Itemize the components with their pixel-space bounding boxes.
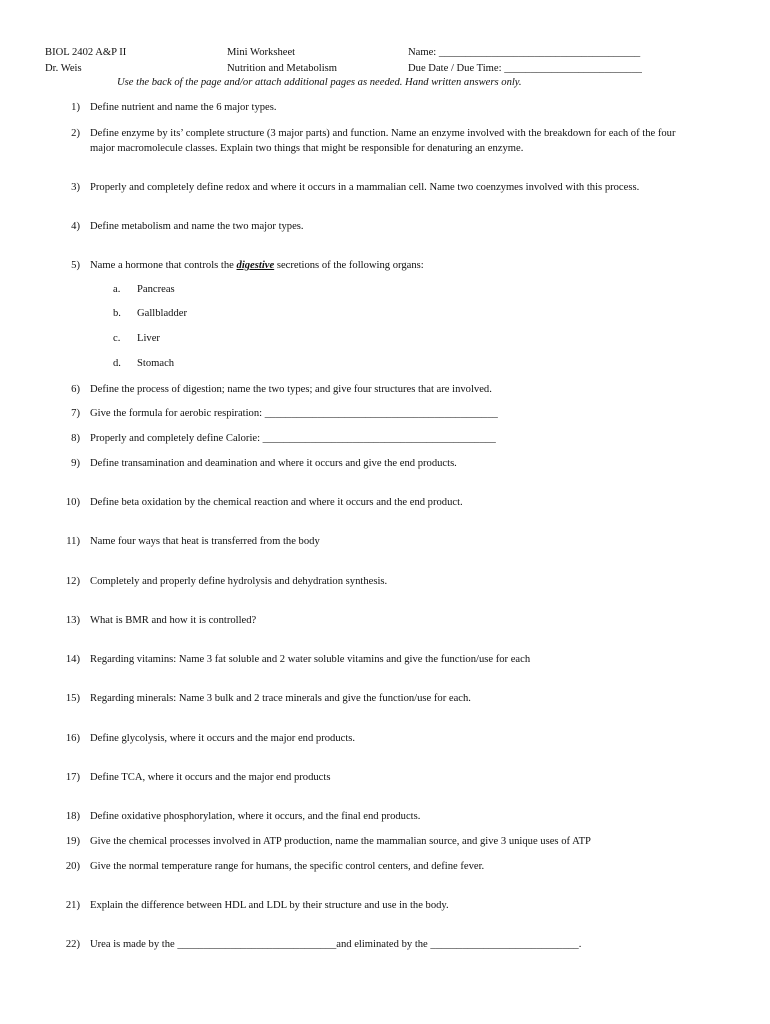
- question-line: Define enzyme by its’ complete structure (3 major parts) and function. Name an enzyme involved with the breakdown for each of the four: [90, 128, 676, 139]
- sub-item-organ: Pancreas: [137, 284, 175, 295]
- question-text: [90, 937, 581, 952]
- instructor-label: Dr. Weis: [45, 63, 82, 74]
- question-number: 5): [71, 260, 80, 271]
- question-number: 20): [65, 861, 80, 872]
- question-number: 18): [65, 811, 80, 822]
- sub-item-organ: Liver: [137, 333, 160, 344]
- question-number: 16): [65, 733, 80, 744]
- question-number: 9): [71, 458, 80, 469]
- course-label: BIOL 2402 A&P II: [45, 47, 127, 58]
- question-text: [90, 431, 496, 446]
- question-number: 8): [71, 433, 80, 444]
- question-text: [90, 382, 492, 397]
- question-number: 14): [65, 654, 80, 665]
- question-number: 6): [71, 384, 80, 395]
- question-line: Define nutrient and name the 6 major types.: [90, 102, 277, 113]
- question-text: [90, 770, 330, 785]
- question-line: Name four ways that heat is transferred from the body: [90, 536, 320, 547]
- question-text: [90, 456, 457, 471]
- question-text: [90, 652, 530, 667]
- sub-item-organ: Stomach: [137, 358, 175, 369]
- question-text: [90, 406, 498, 421]
- question-text-part: Name a hormone that controls the: [90, 260, 237, 271]
- question-number: 12): [65, 576, 80, 587]
- instructions: Use the back of the page and/or attach additional pages as needed. Hand written answers only.: [117, 77, 522, 88]
- name-field: Name: ______________________________________: [408, 47, 641, 58]
- question-line: Define the process of digestion; name the two types; and give four structures that are involved.: [90, 384, 492, 395]
- question-text-part: secretions of the following organs:: [274, 260, 424, 271]
- question-line: Define glycolysis, where it occurs and the major end products.: [90, 733, 356, 744]
- question-text: [90, 495, 463, 510]
- question-line: Define transamination and deamination and where it occurs and give the end products.: [90, 458, 457, 469]
- question-number: 22): [65, 939, 80, 950]
- sub-item-organ: Gallbladder: [137, 308, 188, 319]
- sub-item-letter: d.: [113, 358, 121, 369]
- question-line: Regarding vitamins: Name 3 fat soluble and 2 water soluble vitamins and give the function/use for each: [90, 654, 531, 665]
- question-number: 17): [65, 772, 80, 783]
- question-line: Give the chemical processes involved in ATP production, name the mammalian source, and give 3 unique uses of ATP: [90, 836, 591, 847]
- question-line: Completely and properly define hydrolysis and dehydration synthesis.: [90, 576, 388, 587]
- question-number: 19): [65, 836, 80, 847]
- question-line: major macromolecule classes. Explain two things that might be responsible for denaturing an enzyme.: [90, 143, 524, 154]
- question-text: [90, 574, 387, 589]
- question-text: [90, 898, 449, 913]
- question-text: [90, 834, 591, 849]
- question-number: 3): [71, 182, 80, 193]
- question-number: 7): [71, 408, 80, 419]
- question-text: [90, 691, 471, 706]
- question-text: [90, 219, 304, 234]
- sub-item-letter: c.: [113, 333, 121, 344]
- worksheet-title: Mini Worksheet: [227, 47, 296, 58]
- question-line: Explain the difference between HDL and LDL by their structure and use in the body.: [90, 900, 449, 911]
- question-number: 4): [71, 221, 80, 232]
- question-text: [90, 126, 676, 156]
- question-line: Define metabolism and name the two major types.: [90, 221, 304, 232]
- question-line: Properly and completely define redox and where it occurs in a mammalian cell. Name two coenzymes involved with this process.: [90, 182, 640, 193]
- question-line: Define beta oxidation by the chemical reaction and where it occurs and the end product.: [90, 497, 463, 508]
- question-number: 10): [65, 497, 80, 508]
- worksheet-subtitle: Nutrition and Metabolism: [227, 63, 338, 74]
- question-number: 11): [66, 536, 80, 547]
- emphasized-word: digestive: [236, 260, 275, 271]
- question-line: Give the normal temperature range for humans, the specific control centers, and define fever.: [90, 861, 485, 872]
- question-line: What is BMR and how it is controlled?: [90, 615, 257, 626]
- question-number: 1): [71, 102, 80, 113]
- question-text: [90, 180, 639, 195]
- question-number: 13): [65, 615, 80, 626]
- question-text: [90, 613, 256, 628]
- question-text: [90, 809, 420, 824]
- question-text: [90, 100, 277, 115]
- due-date-field: Due Date / Due Time: __________________________: [408, 63, 642, 74]
- question-number: 21): [65, 900, 80, 911]
- question-number: 15): [65, 693, 80, 704]
- question-line: Urea is made by the ______________________________and eliminated by the ____________________________.: [90, 939, 582, 950]
- question-line: Regarding minerals: Name 3 bulk and 2 trace minerals and give the function/use for each.: [90, 693, 471, 704]
- question-line: Properly and completely define Calorie: ____________________________________________: [90, 433, 496, 444]
- question-line: Give the formula for aerobic respiration: ____________________________________________: [90, 408, 498, 419]
- sub-item-letter: b.: [113, 308, 121, 319]
- question-text: [90, 258, 424, 273]
- question-text: [90, 534, 320, 549]
- question-line: Define TCA, where it occurs and the major end products: [90, 772, 331, 783]
- sub-item-letter: a.: [113, 284, 121, 295]
- question-text: [90, 731, 355, 746]
- question-text: [90, 859, 484, 874]
- question-number: 2): [71, 128, 80, 139]
- question-line: Define oxidative phosphorylation, where it occurs, and the final end products.: [90, 811, 421, 822]
